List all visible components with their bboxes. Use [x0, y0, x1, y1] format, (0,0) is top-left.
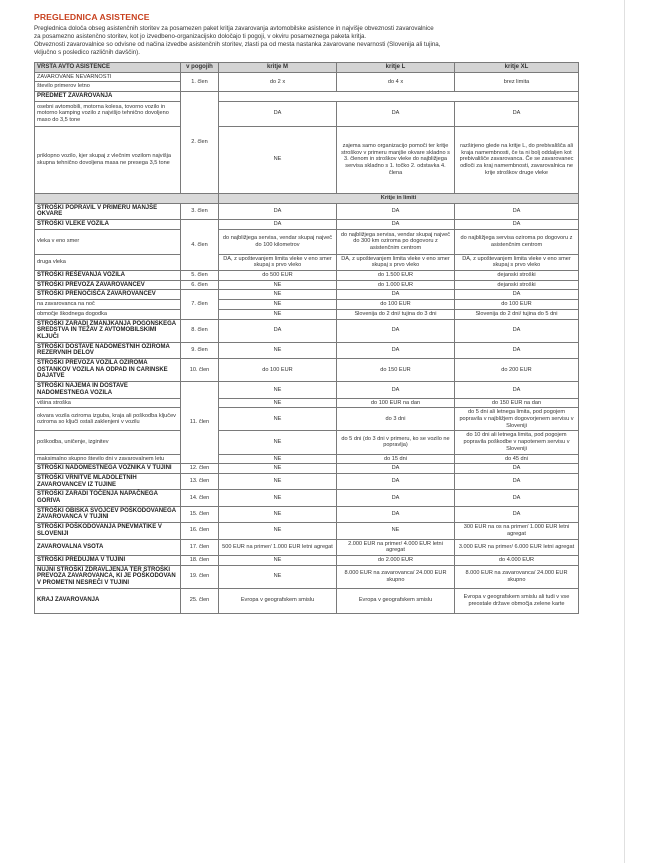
cell-l: DA, z upoštevanjem limita vleke v eno smer skupaj s prvo vleko	[337, 254, 455, 270]
cell-l: NE	[337, 523, 455, 539]
table-row	[35, 408, 579, 431]
cell-l: DA	[337, 290, 455, 300]
cell-xl: DA	[455, 203, 579, 219]
row-label: višina stroška	[35, 398, 181, 408]
clause-cell: 8. člen	[181, 319, 219, 342]
row-heading: STROŠKI NAJEMA IN DOSTAVE NADOMESTNEGA VOZILA	[35, 382, 181, 398]
cell-xl: DA	[455, 101, 579, 126]
cell-xl: dejanski stroški	[455, 271, 579, 281]
row-label: na zavarovanca na noč	[35, 300, 181, 310]
cell-xl: dejanski stroški	[455, 280, 579, 290]
row-heading: STROŠKI ZARADI ZMANJKANJA POGONSKEGA SREDSTVA IN TEŽAV Z AVTOMOBILSKIMI KLJUČI	[35, 319, 181, 342]
clause-cell: 9. člen	[181, 342, 219, 358]
row-heading: STROŠKI NADOMESTNEGA VOZNIKA V TUJINI	[35, 464, 181, 474]
table-row	[35, 319, 579, 342]
cell-m: NE	[219, 309, 337, 319]
empty-cell	[35, 193, 219, 203]
cell-l: do 1.500 EUR	[337, 271, 455, 281]
table-row	[35, 280, 579, 290]
intro-line: za posamezno asistenčno storitev, kot jo izvedbeno-organizacijsko določajo ti pogoji, v okviru posameznega paketa kritja.	[34, 33, 367, 40]
cell-l: DA	[337, 506, 455, 522]
clause-cell: 18. člen	[181, 555, 219, 565]
cell-m: NE	[219, 382, 337, 398]
cell-m: NE	[219, 408, 337, 431]
cell-xl: DA	[455, 464, 579, 474]
row-label: območje škodnega dogodka	[35, 309, 181, 319]
cell-m: NE	[219, 464, 337, 474]
row-label-top: ZAVAROVANE NEVARNOSTI	[35, 73, 180, 83]
row-heading: STROŠKI POPRAVIL V PRIMERU MANJŠE OKVARE	[35, 203, 181, 219]
table-row	[35, 342, 579, 358]
col-header-clause: v pogojih	[181, 63, 219, 73]
table-row	[35, 203, 579, 219]
clause-cell: 2. člen	[181, 92, 219, 194]
cell-m: NE	[219, 555, 337, 565]
cell-m: NE	[219, 126, 337, 193]
table-row	[35, 359, 579, 382]
cell-m: DA	[219, 319, 337, 342]
page-title: PREGLEDNICA ASISTENCE	[34, 12, 150, 22]
table-row	[35, 454, 579, 464]
cell-m: NE	[219, 473, 337, 489]
table-row	[35, 92, 579, 102]
cell-l: DA	[337, 101, 455, 126]
cell-l: DA	[337, 342, 455, 358]
table-row	[35, 398, 579, 408]
cell-m: DA, z upoštevanjem limita vleke v eno smer skupaj s prvo vleko	[219, 254, 337, 270]
cell-xl: 8.000 EUR na zavarovanca/ 24.000 EUR skupno	[455, 565, 579, 588]
cell-l: do 3 dni	[337, 408, 455, 431]
cell-m: NE	[219, 454, 337, 464]
table-row	[35, 565, 579, 588]
cell-m: DA	[219, 101, 337, 126]
cell-l: 2.000 EUR na primer/ 4.000 EUR letni agregat	[337, 539, 455, 555]
row-heading: ZAVAROVALNA VSOTA	[35, 539, 181, 555]
intro-line: Preglednica določa obseg asistenčnih storitev za posamezen paket kritja zavarovanja avtomobilske asistence in najvišje obveznosti zavarovalnice	[34, 25, 434, 32]
assistance-table	[34, 62, 579, 614]
col-header-type: VRSTA AVTO ASISTENCE	[35, 63, 181, 73]
cell-xl: do 10 dni ali letnega limita, pod pogojem popravila poškodbe v napotenem servisu v Sloveniji	[455, 431, 579, 454]
cell-m: do 500 EUR	[219, 271, 337, 281]
table-row	[35, 219, 579, 229]
cell-xl: do 150 EUR na dan	[455, 398, 579, 408]
cell-xl: DA	[455, 473, 579, 489]
cell-xl: do 100 EUR	[455, 300, 579, 310]
row-heading: STROŠKI PREDUJMA V TUJINI	[35, 555, 181, 565]
cell-xl: DA	[455, 506, 579, 522]
cell-l: do 4 x	[337, 72, 455, 91]
clause-cell: 16. člen	[181, 523, 219, 539]
row-heading: STROŠKI PREVOZA VOZILA OZIROMA OSTANKOV VOZILA NA ODPAD IN CARINSKE DAJATVE	[35, 359, 181, 382]
table-row	[35, 101, 579, 126]
col-header-xl: kritje XL	[455, 63, 579, 73]
cell-xl: do najbližjega servisa oziroma po dogovoru z asistenčnim centrom	[455, 229, 579, 254]
row-label: osebni avtomobili, motorna kolesa, tovorno vozilo in motorno kamping vozilo z najvišjo tehnično dovoljeno maso do 3,5 tone	[35, 101, 181, 126]
row-label: maksimalno skupno število dni v zavarovalnem letu	[35, 454, 181, 464]
empty-cell	[219, 92, 579, 102]
cell-l: do 1.000 EUR	[337, 280, 455, 290]
table-row	[35, 523, 579, 539]
cell-xl: razširjeno glede na kritje L, do prebivališča ali kraja namembnosti, če ta ni bolj oddaljen kot prebivališče zavarovanca. Če se zavarovanec odloči za kraj namembnosti, zavarovalnica ne krije stroškov druge vleke	[455, 126, 579, 193]
cell-l: do 150 EUR	[337, 359, 455, 382]
row-heading: STROŠKI REŠEVANJA VOZILA	[35, 271, 181, 281]
cell-xl: 3.000 EUR na primer/ 6.000 EUR letni agregat	[455, 539, 579, 555]
table-row	[35, 382, 579, 398]
row-heading: STROŠKI PRENOČIŠČA ZAVAROVANCEV	[35, 290, 181, 300]
cell-m: NE	[219, 280, 337, 290]
table-row	[35, 229, 579, 254]
row-label: druga vleka	[35, 254, 181, 270]
cell-xl: DA, z upoštevanjem limita vleke v eno smer skupaj s prvo vleko	[455, 254, 579, 270]
clause-cell: 15. člen	[181, 506, 219, 522]
col-header-l: kritje L	[337, 63, 455, 73]
clause-cell: 3. člen	[181, 203, 219, 219]
clause-cell: 17. člen	[181, 539, 219, 555]
cell-l: Evropa v geografskem smislu	[337, 588, 455, 613]
col-header-m: kritje M	[219, 63, 337, 73]
table-row	[35, 464, 579, 474]
cell-m: NE	[219, 523, 337, 539]
row-label: okvara vozila oziroma izguba, kraja ali poškodba ključev oziroma so ključi ostali zaklenjeni v vozilu	[35, 408, 181, 431]
cell-m: NE	[219, 506, 337, 522]
cell-xl: DA	[455, 219, 579, 229]
limits-header-row	[35, 193, 579, 203]
cell-m: NE	[219, 300, 337, 310]
cell-m: NE	[219, 342, 337, 358]
cell-l: do najbližjega servisa, vendar skupaj največ do 300 km oziroma po dogovoru z asistenčnim centrom	[337, 229, 455, 254]
cell-xl: 300 EUR na os na primer/ 1.000 EUR letni agregat	[455, 523, 579, 539]
cell-xl: DA	[455, 490, 579, 506]
cell-l: DA	[337, 319, 455, 342]
cell-l: DA	[337, 219, 455, 229]
clause-cell: 5. člen	[181, 271, 219, 281]
cell-m: do 100 EUR	[219, 359, 337, 382]
row-label: priklopno vozilo, kjer skupaj z vlečnim vozilom najvišja skupna tehnično dovoljena masa ne presega 3,5 tone	[35, 126, 181, 193]
row-heading: STROŠKI VRNITVE MLADOLETNIH ZAVAROVANCEV IZ TUJINE	[35, 473, 181, 489]
cell-m: 500 EUR na primer/ 1.000 EUR letni agregat	[219, 539, 337, 555]
table-row	[35, 490, 579, 506]
cell-xl: DA	[455, 290, 579, 300]
table-row	[35, 271, 579, 281]
row-heading: KRAJ ZAVAROVANJA	[35, 588, 181, 613]
table-row	[35, 555, 579, 565]
cell-xl: DA	[455, 382, 579, 398]
row-heading: STROŠKI VLEKE VOZILA	[35, 219, 181, 229]
row-heading: STROŠKI PREVOZA ZAVAROVANCEV	[35, 280, 181, 290]
cell-xl: do 5 dni ali letnega limita, pod pogojem popravila v najbližjem dogovorjenem servisu v Sloveniji	[455, 408, 579, 431]
cell-xl: do 4.000 EUR	[455, 555, 579, 565]
row-heading: NUJNI STROŠKI ZDRAVLJENJA TER STROŠKI PREVOZA ZAVAROVANCA, KI JE POŠKODOVAN V PROMETNI NESREČI V TUJINI	[35, 565, 181, 588]
table-row	[35, 539, 579, 555]
cell-xl: brez limita	[455, 72, 579, 91]
clause-cell: 25. člen	[181, 588, 219, 613]
cell-l: do 15 dni	[337, 454, 455, 464]
cell-m: NE	[219, 565, 337, 588]
cell-l: do 2.000 EUR	[337, 555, 455, 565]
cell-xl: Slovenija do 2 dni/ tujina do 5 dni	[455, 309, 579, 319]
table-row	[35, 290, 579, 300]
row-label	[35, 72, 181, 91]
cell-m: NE	[219, 290, 337, 300]
cell-m: do 2 x	[219, 72, 337, 91]
clause-cell: 19. člen	[181, 565, 219, 588]
clause-cell: 7. člen	[181, 290, 219, 319]
row-label-bottom: število primerov letno	[37, 83, 90, 90]
clause-cell: 12. člen	[181, 464, 219, 474]
row-heading: STROŠKI POŠKODOVANJA PNEVMATIKE V SLOVENIJI	[35, 523, 181, 539]
row-label: poškodba, uničenje, izginitev	[35, 431, 181, 454]
table-row	[35, 300, 579, 310]
cell-m: NE	[219, 398, 337, 408]
cell-xl: do 200 EUR	[455, 359, 579, 382]
table-row	[35, 431, 579, 454]
cell-l: DA	[337, 203, 455, 219]
row-label: vleka v eno smer	[35, 229, 181, 254]
cell-l: DA	[337, 464, 455, 474]
cell-l: DA	[337, 382, 455, 398]
cell-xl: Evropa v geografskem smislu ali tudi v vse preostale države območja zelene karte	[455, 588, 579, 613]
intro-text	[34, 25, 614, 57]
table-row	[35, 588, 579, 613]
cell-l: DA	[337, 473, 455, 489]
clause-cell: 13. člen	[181, 473, 219, 489]
header-row	[35, 63, 579, 73]
row-heading: STROŠKI DOSTAVE NADOMESTNIH OZIROMA REZERVNIH DELOV	[35, 342, 181, 358]
intro-line: Obveznosti zavarovalnice so odvisne od načina izvedbe asistenčnih storitev, zlasti pa od mesta nastanka zavarovane nevarnosti (Slovenija ali tujina,	[34, 41, 441, 48]
cell-l: DA	[337, 490, 455, 506]
intro-line: vključno s posledico različnih davščin).	[34, 49, 140, 56]
cell-m: do najbližjega servisa, vendar skupaj največ do 100 kilometrov	[219, 229, 337, 254]
cell-l: zajema samo organizacijo pomoči ter kritje stroškov v primeru manjše okvare skladno s 3. členom in stroškov vleke do najbližjega servisa skladno s 1. točko 2. odstavka 4. člena	[337, 126, 455, 193]
limits-header: Kritje in limiti	[219, 193, 579, 203]
cell-xl: DA	[455, 342, 579, 358]
table-row	[35, 126, 579, 193]
cell-l: do 100 EUR na dan	[337, 398, 455, 408]
cell-m: Evropa v geografskem smislu	[219, 588, 337, 613]
cell-l: do 100 EUR	[337, 300, 455, 310]
clause-cell: 10. člen	[181, 359, 219, 382]
cell-m: NE	[219, 431, 337, 454]
table-row	[35, 473, 579, 489]
clause-cell: 11. člen	[181, 382, 219, 464]
clause-cell: 6. člen	[181, 280, 219, 290]
row-heading: PREDMET ZAVAROVANJA	[35, 92, 181, 102]
cell-l: 8.000 EUR na zavarovanca/ 24.000 EUR skupno	[337, 565, 455, 588]
table-row	[35, 254, 579, 270]
cell-l: do 5 dni (do 3 dni v primeru, ko se vozilo ne popravlja)	[337, 431, 455, 454]
cell-xl: DA	[455, 319, 579, 342]
table-row	[35, 506, 579, 522]
cell-xl: do 45 dni	[455, 454, 579, 464]
row-heading: STROŠKI ZARADI TOČENJA NAPAČNEGA GORIVA	[35, 490, 181, 506]
clause-cell: 4. člen	[181, 219, 219, 270]
table-row	[35, 72, 579, 91]
page-edge-line	[624, 0, 625, 863]
cell-m: DA	[219, 219, 337, 229]
cell-l: Slovenija do 2 dni/ tujina do 3 dni	[337, 309, 455, 319]
table-row	[35, 309, 579, 319]
clause-cell: 1. člen	[181, 72, 219, 91]
clause-cell: 14. člen	[181, 490, 219, 506]
cell-m: NE	[219, 490, 337, 506]
document-page	[34, 12, 614, 614]
row-heading: STROŠKI OBISKA SVOJCEV POŠKODOVANEGA ZAVAROVANCA V TUJINI	[35, 506, 181, 522]
cell-m: DA	[219, 203, 337, 219]
